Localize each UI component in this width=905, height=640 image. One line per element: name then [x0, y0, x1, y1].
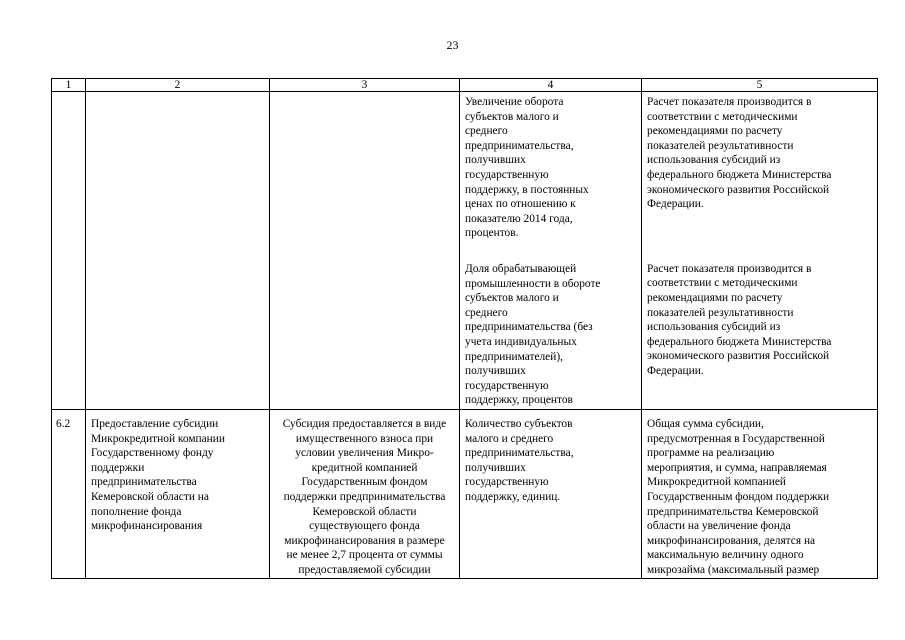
table-row	[52, 92, 878, 410]
table-header-row	[52, 79, 878, 92]
row-number-cell	[52, 92, 86, 410]
indicator-text: Увеличение оборота субъектов малого и среднего предпринимательства, получивших государственную поддержку, в постоянных ценах по отношению к показателю 2014 года, процентов.	[465, 96, 589, 240]
method-text: Расчет показателя производится в соответствии с методическими рекомендациями по расчету показателей результативности использования субсидий из федерального бюджета Министерства экономического развития Российской Федерации.	[647, 96, 832, 211]
row-number-cell: 6.2	[52, 410, 86, 579]
conditions-cell	[270, 92, 460, 410]
indicator-cell	[460, 92, 642, 410]
conditions-cell	[270, 410, 460, 579]
indicator-cell	[460, 410, 642, 579]
header-cell: 4	[460, 79, 642, 92]
spacer	[465, 241, 636, 262]
header-cell: 3	[270, 79, 460, 92]
method-cell	[642, 410, 878, 579]
indicator-text: Доля обрабатывающей промышленности в обороте субъектов малого и среднего предпринимательства (без учета индивидуальных предпринимателей), получивших государственную поддержку, процентов	[465, 262, 601, 407]
method-text: Расчет показателя производится в соответствии с методическими рекомендациями по расчету показателей результативности использования субсидий из федерального бюджета Министерства экономического развития Российской Федерации.	[647, 262, 832, 377]
conditions-text: Субсидия предоставляется в виде имущественного взноса при условии увеличения Микро- кредитной компанией Государственным фондом поддержки предпринимательства Кемеровской области существующего фонда микрофинансирования в размере не менее 2,7 процента от суммы предоставляемой субсидии	[282, 418, 447, 576]
method-text: Общая сумма субсидии, предусмотренная в Государственной программе на реализацию мероприятия, и сумма, направляемая Микрокредитной компанией Государственным фондом поддержки предпринимательства Кемеровской области на увеличение фонда микрофинансирования, делятся на максимальную величину одного микрозайма (максимальный размер	[647, 418, 830, 576]
measure-name-text: Предоставление субсидии Микрокредитной компании Государственному фонду поддержки предпринимательства Кемеровской области на пополнение фонда микрофинансирования	[91, 418, 225, 533]
measure-name-cell	[86, 92, 270, 410]
measure-name-cell	[86, 410, 270, 579]
spacer	[647, 212, 872, 262]
header-cell: 5	[642, 79, 878, 92]
page-number: 23	[446, 38, 459, 52]
table-row	[52, 410, 878, 579]
method-cell	[642, 92, 878, 410]
indicator-text: Количество субъектов малого и среднего предпринимательства, получивших государственную поддержку, единиц.	[465, 418, 574, 503]
document-table	[51, 78, 878, 579]
header-cell: 1	[52, 79, 86, 92]
header-cell: 2	[86, 79, 270, 92]
